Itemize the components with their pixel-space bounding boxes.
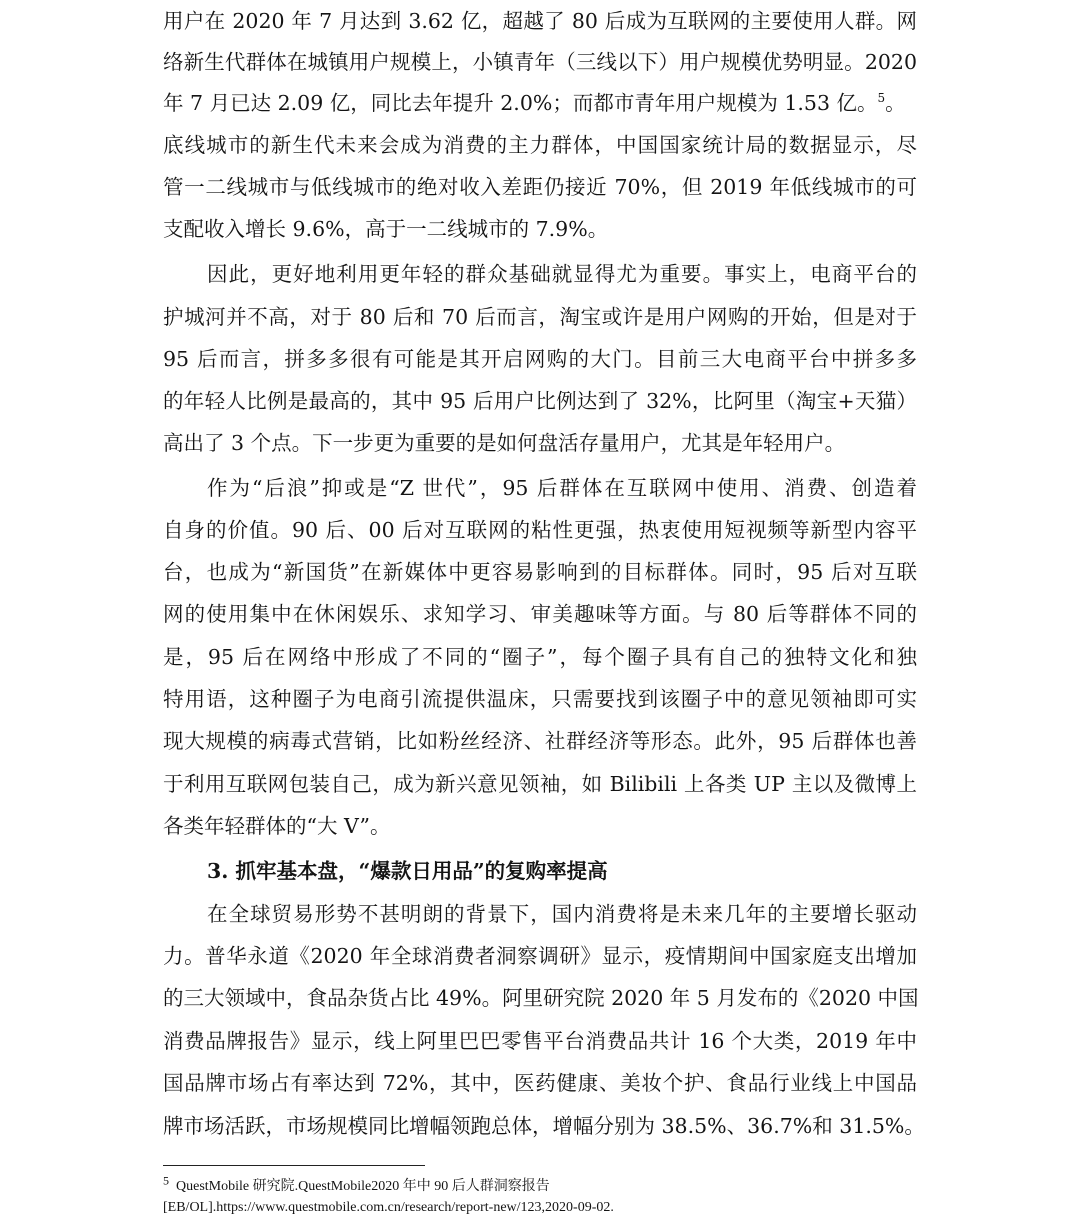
paragraph-1-line-5: 管一二线城市与低线城市的绝对收入差距仍接近 70%，但 2019 年低线城市的可 (163, 175, 917, 199)
paragraph-3-line-4: 网的使用集中在休闲娱乐、求知学习、审美趣味等方面。与 80 后等群体不同的 (163, 602, 917, 626)
paragraph-3-line-1: 作为“后浪”抑或是“Z 世代”，95 后群体在互联网中使用、消费、创造着 (207, 476, 917, 500)
footnote-divider (163, 1165, 425, 1166)
paragraph-2-line-3: 95 后而言，拼多多很有可能是其开启网购的大门。目前三大电商平台中拼多多 (163, 347, 917, 371)
paragraph-3-line-2: 自身的价值。90 后、00 后对互联网的粘性更强，热衷使用短视频等新型内容平 (163, 518, 917, 542)
paragraph-1-line-1: 用户在 2020 年 7 月达到 3.62 亿，超越了 80 后成为互联网的主要使用人群。网 (163, 9, 917, 33)
paragraph-2-line-4: 的年轻人比例是最高的，其中 95 后用户比例达到了 32%，比阿里（淘宝+天猫） (163, 389, 917, 413)
paragraph-4-line-6: 牌市场活跃，市场规模同比增幅领跑总体，增幅分别为 38.5%、36.7%和 31.5%。 (163, 1114, 925, 1138)
paragraph-1-line-2: 络新生代群体在城镇用户规模上，小镇青年（三线以下）用户规模优势明显。2020 (163, 50, 917, 74)
paragraph-2-line-2: 护城河并不高，对于 80 后和 70 后而言，淘宝或许是用户网购的开始，但是对于 (163, 305, 917, 329)
paragraph-4-line-4: 消费品牌报告》显示，线上阿里巴巴零售平台消费品共计 16 个大类，2019 年中 (163, 1029, 917, 1053)
footnote-source: QuestMobile 研究院.QuestMobile2020 年中 90 后人群洞察报告 (176, 1179, 550, 1194)
paragraph-3-line-6: 特用语，这种圈子为电商引流提供温床，只需要找到该圈子中的意见领袖即可实 (163, 687, 917, 711)
paragraph-1-line-3-text: 年 7 月已达 2.09 亿，同比去年提升 2.0%；而都市青年用户规模为 1.53 亿。 (163, 91, 878, 115)
paragraph-4-line-3: 的三大领域中，食品杂货占比 49%。阿里研究院 2020 年 5 月发布的《2020 中国 (163, 986, 919, 1010)
paragraph-1-line-3: 年 7 月已达 2.09 亿，同比去年提升 2.0%；而都市青年用户规模为 1.53 亿。$^5$。 (163, 91, 906, 115)
paragraph-2-line-5: 高出了 3 个点。下一步更为重要的是如何盘活存量用户，尤其是年轻用户。 (163, 431, 846, 455)
paragraph-4-line-2: 力。普华永道《2020 年全球消费者洞察调研》显示，疫情期间中国家庭支出增加 (163, 944, 917, 968)
paragraph-1-line-6: 支配收入增长 9.6%，高于一二线城市的 7.9%。 (163, 217, 609, 241)
footnote-line-2[interactable]: [EB/OL].https://www.questmobile.com.cn/research/report-new/123,2020-09-02. (163, 1200, 614, 1215)
section-heading: 3. 抓牢基本盘，“爆款日用品”的复购率提高 (207, 859, 608, 883)
paragraph-1-line-4: 底线城市的新生代未来会成为消费的主力群体，中国国家统计局的数据显示，尽 (163, 133, 917, 157)
footnote-line-1 (163, 1173, 917, 1198)
paragraph-3-line-3: 台，也成为“新国货”在新媒体中更容易影响到的目标群体。同时，95 后对互联 (163, 560, 917, 584)
paragraph-4-line-5: 国品牌市场占有率达到 72%，其中，医药健康、美妆个护、食品行业线上中国品 (163, 1071, 917, 1095)
footnote-ref-5[interactable]: 5 (877, 91, 886, 106)
paragraph-3-line-8: 于利用互联网包装自己，成为新兴意见领袖，如 Bilibili 上各类 UP 主以及微博上 (163, 772, 917, 796)
paragraph-4-line-1: 在全球贸易形势不甚明朗的背景下，国内消费将是未来几年的主要增长驱动 (207, 902, 917, 926)
paragraph-3-line-9: 各类年轻群体的“大 V”。 (163, 814, 391, 838)
paragraph-3-line-5: 是，95 后在网络中形成了不同的“圈子”，每个圈子具有自己的独特文化和独 (163, 645, 917, 669)
footnote-number: 5 (163, 1173, 169, 1188)
paragraph-3-line-7: 现大规模的病毒式营销，比如粉丝经济、社群经济等形态。此外，95 后群体也善 (163, 729, 917, 753)
paragraph-2-line-1: 因此，更好地利用更年轻的群众基础就显得尤为重要。事实上，电商平台的 (207, 262, 917, 286)
